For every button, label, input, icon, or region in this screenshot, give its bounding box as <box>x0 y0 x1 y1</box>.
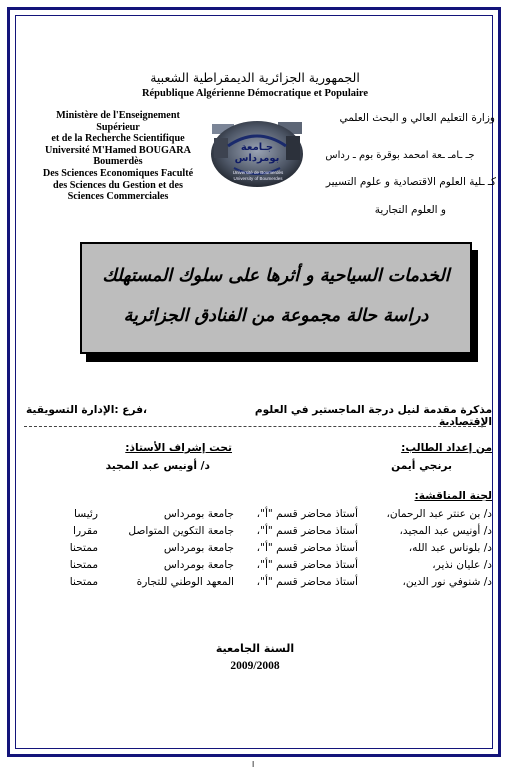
member-institution: جامعة التكوين المتواصل <box>128 525 234 537</box>
supervisor-name: د/ أونيس عبد المجيد <box>105 460 210 472</box>
ministry-arabic: وزارة التعليم العالي و البحث العلمي <box>339 112 495 124</box>
thesis-title-line-1: الخدمات السياحية و أثرها على سلوك المستهلك <box>102 266 450 286</box>
fr-line: Des Sciences Economiques Faculté <box>42 167 194 179</box>
student-label: من إعداد الطالب: <box>401 442 492 454</box>
ministry-block-french <box>18 110 218 203</box>
student-name: برنجي أيمن <box>391 460 452 472</box>
logo-french-text: Université de Boumerdès <box>232 170 284 175</box>
thesis-description: مذكرة مقدمة لنيل درجة الماجستير في العلوم الإقتصادية <box>254 404 492 428</box>
member-rank: أستاذ محاضر قسم "أ"، <box>256 525 358 537</box>
member-role: رئيسا <box>74 508 98 520</box>
member-institution: جامعة بومرداس <box>163 559 234 571</box>
member-name: د/ أونيس عبد المجيد، <box>399 525 492 537</box>
fr-line: Ministère de l'Enseignement <box>56 110 180 121</box>
republic-french: République Algérienne Démocratique et Populaire <box>141 88 369 99</box>
member-name: د/ شنوفي نور الدين، <box>402 576 492 588</box>
committee-table <box>24 508 492 598</box>
member-role: ممتحنا <box>69 559 98 571</box>
member-rank: أستاذ محاضر قسم "أ"، <box>256 559 358 571</box>
republic-arabic: الجمهورية الجزائرية الديمقراطية الشعبية <box>150 70 360 85</box>
logo-english-text: University of Boumerdes <box>233 176 283 181</box>
university-logo <box>206 116 308 194</box>
member-rank: أستاذ محاضر قسم "أ"، <box>256 508 358 520</box>
logo-arabic-text: جـامعة بومرداس <box>234 142 280 164</box>
member-rank: أستاذ محاضر قسم "أ"، <box>256 576 358 588</box>
member-name: د/ بلوناس عبد الله، <box>408 542 492 554</box>
page-number: I <box>252 760 255 769</box>
member-institution: جامعة بومرداس <box>163 542 234 554</box>
faculty-arabic: كـ ـلية العلوم الاقتصادية و علوم التسيير <box>325 176 496 188</box>
member-name: د/ بن عنتر عبد الرحمان، <box>386 508 492 520</box>
member-role: ممتحنا <box>69 576 98 588</box>
member-rank: أستاذ محاضر قسم "أ"، <box>256 542 358 554</box>
committee-label: لجنة المناقشة: <box>414 490 492 502</box>
academic-year: 2009/2008 <box>230 660 280 672</box>
thesis-title-box <box>80 242 472 354</box>
university-arabic: جـ ـامـ ـعة امحمد بوقرة بوم ـ رداس <box>325 150 475 161</box>
supervisor-label: تحت إشراف الأستاذ: <box>125 442 232 454</box>
fr-line: Supérieur <box>96 121 140 133</box>
fr-line: et de la Recherche Scientifique <box>51 133 185 145</box>
faculty-arabic-2: و العلوم التجارية <box>374 204 446 216</box>
fr-line: Sciences Commerciales <box>67 191 169 203</box>
member-role: ممتحنا <box>69 542 98 554</box>
academic-year-label: السنة الجامعية <box>215 642 295 655</box>
fr-line: des Sciences du Gestion et des <box>53 179 183 191</box>
divider <box>24 426 486 427</box>
member-name: د/ عليان نذير، <box>432 559 492 571</box>
fr-line: Université M'Hamed BOUGARA <box>44 144 191 156</box>
member-institution: جامعة بومرداس <box>163 508 234 520</box>
thesis-title-line-2: دراسة حالة مجموعة من الفنادق الجزائرية <box>123 306 429 326</box>
member-institution: المعهد الوطني للتجارة <box>136 576 234 588</box>
thesis-branch: ،فرع :الإدارة التسويقية <box>26 404 148 416</box>
fr-line: Boumerdès <box>93 156 143 168</box>
member-role: مقررا <box>73 525 98 537</box>
